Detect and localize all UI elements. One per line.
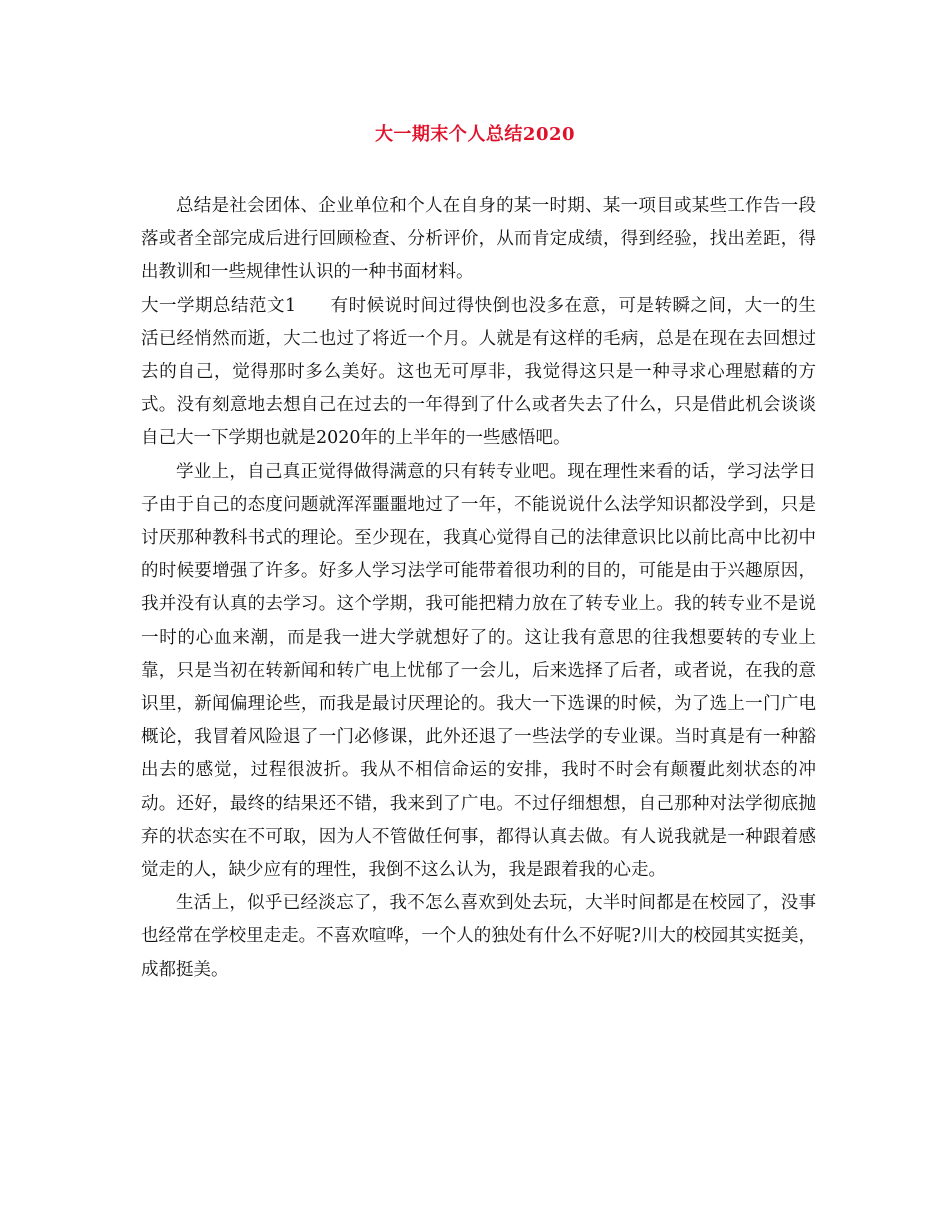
sample-first-text: 有时候说时间过得快倒也没多在意，可是转瞬之间，大一的生活已经悄然而逝，大二也过了将近一个月。人就是有这样的毛病，总是在现在去回想过去的自己，觉得那时多么美好。这也无可厚非，我觉得这只是一种寻求心理慰藉的方式。没有刻意地去想自己在过去的一年得到了什么或者失去了什么，只是借此机会谈谈自己大一下学期也就是2020年的上半年的一些感悟吧。 bbox=[141, 295, 816, 449]
study-paragraph: 学业上，自己真正觉得做得满意的只有转专业吧。现在理性来看的话，学习法学日子由于自己的态度问题就浑浑噩噩地过了一年，不能说说什么法学知识都没学到，只是讨厌那种教科书式的理论。至少现在，我真心觉得自己的法律意识比以前比高中比初中的时候要增强了许多。好多人学习法学可能带着很功利的目的，可能是由于兴趣原因，我并没有认真的去学习。这个学期，我可能把精力放在了转专业上。我的转专业不是说一时的心血来潮，而是我一进大学就想好了的。这让我有意思的往我想要转的专业上靠，只是当初在转新闻和转广电上忧郁了一会儿，后来选择了后者，或者说，在我的意识里，新闻偏理论些，而我是最讨厌理论的。我大一下选课的时候，为了选上一门广电概论，我冒着风险退了一门必修课，此外还退了一些法学的专业课。当时真是有一种豁出去的感觉，过程很波折。我从不相信命运的安排，我时不时会有颠覆此刻状态的冲动。还好，最终的结果还不错，我来到了广电。不过仔细想想，自己那种对法学彻底抛弃的状态实在不可取，因为人不管做任何事，都得认真去做。有人说我就是一种跟着感觉走的人，缺少应有的理性，我倒不这么认为，我是跟着我的心走。 bbox=[141, 461, 816, 881]
document-title: 大一期末个人总结2020 bbox=[374, 124, 576, 145]
sample-paragraph bbox=[141, 290, 816, 456]
intro-paragraph: 总结是社会团体、企业单位和个人在自身的某一时期、某一项目或某些工作告一段落或者全部完成后进行回顾检查、分析评价，从而肯定成绩，得到经验，找出差距，得出教训和一些规律性认识的一种书面材料。 bbox=[141, 196, 816, 283]
document-body bbox=[141, 190, 816, 987]
sample-label: 大一学期总结范文1 bbox=[141, 295, 297, 316]
life-paragraph: 生活上，似乎已经淡忘了，我不怎么喜欢到处去玩，大半时间都是在校园了，没事也经常在学校里走走。不喜欢喧哗，一个人的独处有什么不好呢?川大的校园其实挺美，成都挺美。 bbox=[141, 893, 816, 980]
